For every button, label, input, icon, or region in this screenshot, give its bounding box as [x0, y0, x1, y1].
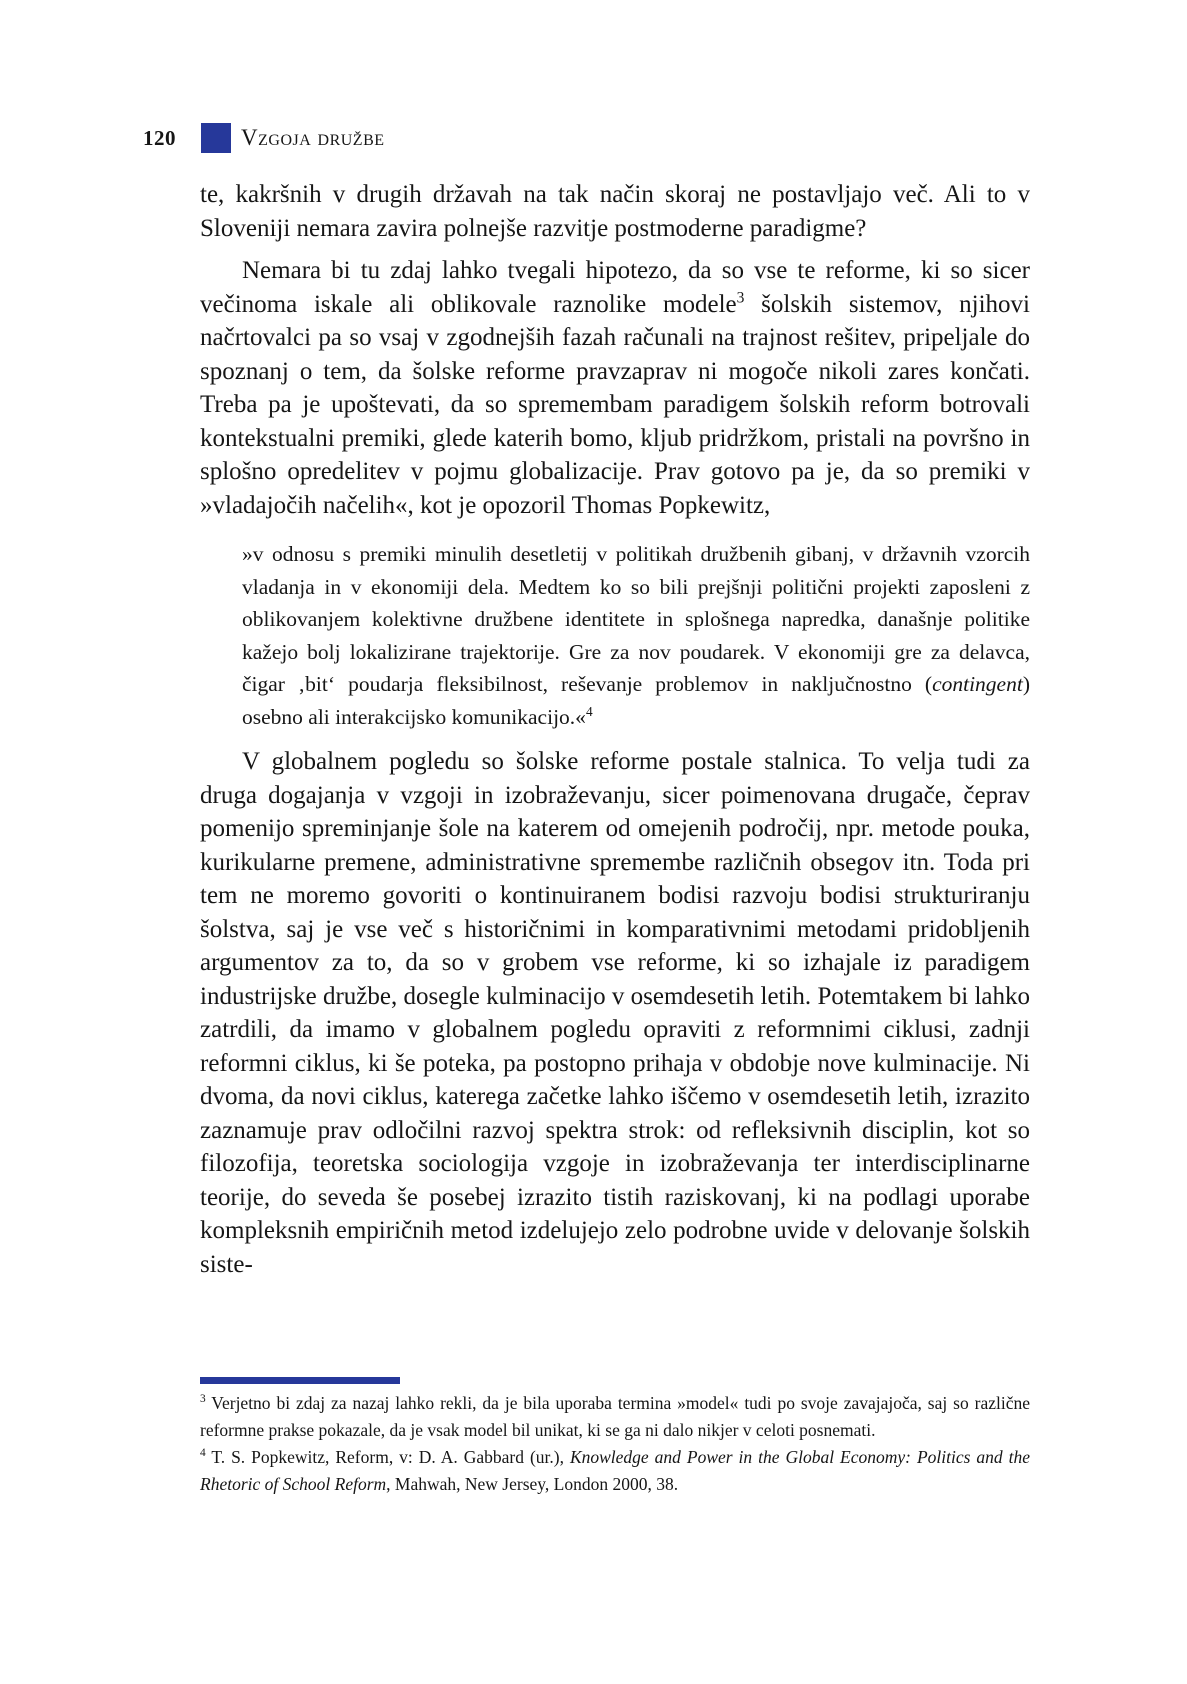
paragraph-2-text-a: Nemara bi tu zdaj lahko tvegali hipotezo, da so vse te reforme, ki so sicer večinoma iskale ali oblikovale raznolike modele: [200, 257, 1030, 318]
page-header: [143, 122, 385, 154]
header-square-icon: [201, 123, 231, 153]
main-text: [200, 178, 1030, 1281]
footnote-3-marker: 3: [200, 1393, 206, 1406]
footnote-ref-3[interactable]: 3: [736, 289, 745, 307]
footnote-4-text-a: T. S. Popkewitz, Reform, v: D. A. Gabbard (ur.),: [205, 1447, 570, 1467]
quote-text-b: ) osebno ali interakcijsko komunikacijo.«: [242, 672, 1030, 729]
running-title: Vzgoja družbe: [241, 125, 385, 150]
paragraph-1: [200, 178, 1030, 245]
footnote-divider: [200, 1377, 400, 1384]
block-quote: [242, 538, 1030, 733]
paragraph-3-text: V globalnem pogledu so šolske reforme postale stalnica. To velja tudi za druga dogajanja v vzgoji in izobraževanju, sicer poimenovana drugače, čeprav pomenijo spreminjanje šole na katerem od omejenih področij, npr. metode pouka, kurikularne premene, administrativne spremembe različnih obsegov itn. Toda pri tem ne moremo govoriti o kontinuiranem bodisi razvoju bodisi strukturiranju šolstva, saj je vse več s historičnimi in komparativnimi metodami pridobljenih argumentov za to, da so v grobem vse reforme, ki so izhajale iz paradigem industrijske družbe, dosegle kulminacijo v osemdesetih letih. Potemtakem bi lahko zatrdili, da imamo v globalnem pogledu opraviti z reformnimi ciklusi, zadnji reformni ciklus, ki še poteka, pa postopno prihaja v obdobje nove kulminacije. Ni dvoma, da novi ciklus, katerega začetke lahko iščemo v osemdesetih letih, izrazito zaznamuje prav odločilni razvoj spektra strok: od refleksivnih disciplin, kot so filozofija, teoretska sociologija vzgoje in izobraževanja ter interdisciplinarne teorije, do seveda še posebej izrazito tistih raziskovanj, ki na podlagi uporabe kompleksnih empiričnih metod izdelujejo zelo podrobne uvide v delovanje šolskih siste-: [200, 748, 1030, 1278]
paragraph-2: [200, 254, 1030, 522]
quote-italic-term: contingent: [932, 672, 1023, 696]
footnote-ref-4[interactable]: 4: [585, 703, 593, 719]
page-number: 120: [143, 125, 176, 150]
footnote-3: [200, 1390, 1030, 1444]
footnote-4-book-title: Knowledge and Power in the Global Economy: Politics and the Rhetoric of School Reform: [200, 1447, 1030, 1494]
paragraph-3: [200, 745, 1030, 1281]
footnote-4-marker: 4: [200, 1447, 206, 1460]
footnote-3-text: Verjetno bi zdaj za nazaj lahko rekli, da je bila uporaba termina »model« tudi po svoje zavajajoča, saj so različne reformne prakse pokazale, da je vsak model bil unikat, ki se ga ni dalo nikjer v celoti posnemati.: [200, 1393, 1030, 1440]
footnote-4: [200, 1444, 1030, 1498]
footnotes: [200, 1390, 1030, 1498]
footnote-4-text-b: , Mahwah, New Jersey, London 2000, 38.: [386, 1474, 679, 1494]
paragraph-2-text-b: šolskih sistemov, njihovi načrtovalci pa so vsaj v zgodnejših fazah računali na trajnost rešitev, pripeljale do spoznanj o tem, da šolske reforme pravzaprav ni mogoče nikoli zares končati. Treba pa je upoštevati, da so spremembam paradigem šolskih reform botrovali kontekstualni premiki, glede katerih bomo, kljub pridržkom, pristali na površno in splošno opredelitev v pojmu globalizacije. Prav gotovo pa je, da so premiki v »vladajočih načelih«, kot je opozoril Thomas Popkewitz,: [200, 290, 1030, 519]
paragraph-1-text: te, kakršnih v drugih državah na tak način skoraj ne postavljajo več. Ali to v Sloveniji nemara zavira polnejše razvitje postmoderne paradigme?: [200, 181, 1030, 242]
quote-text-a: »v odnosu s premiki minulih desetletij v politikah družbenih gibanj, v državnih vzorcih vladanja in v ekonomiji dela. Medtem ko so bili prejšnji politični projekti zaposleni z oblikovanjem kolektivne družbene identitete in splošnega napredka, današnje politike kažejo bolj lokalizirane trajektorije. Gre za nov poudarek. V ekonomiji gre za delavca, čigar ‚bit‘ poudarja fleksibilnost, reševanje problemov in naključnostno (: [242, 542, 1030, 696]
